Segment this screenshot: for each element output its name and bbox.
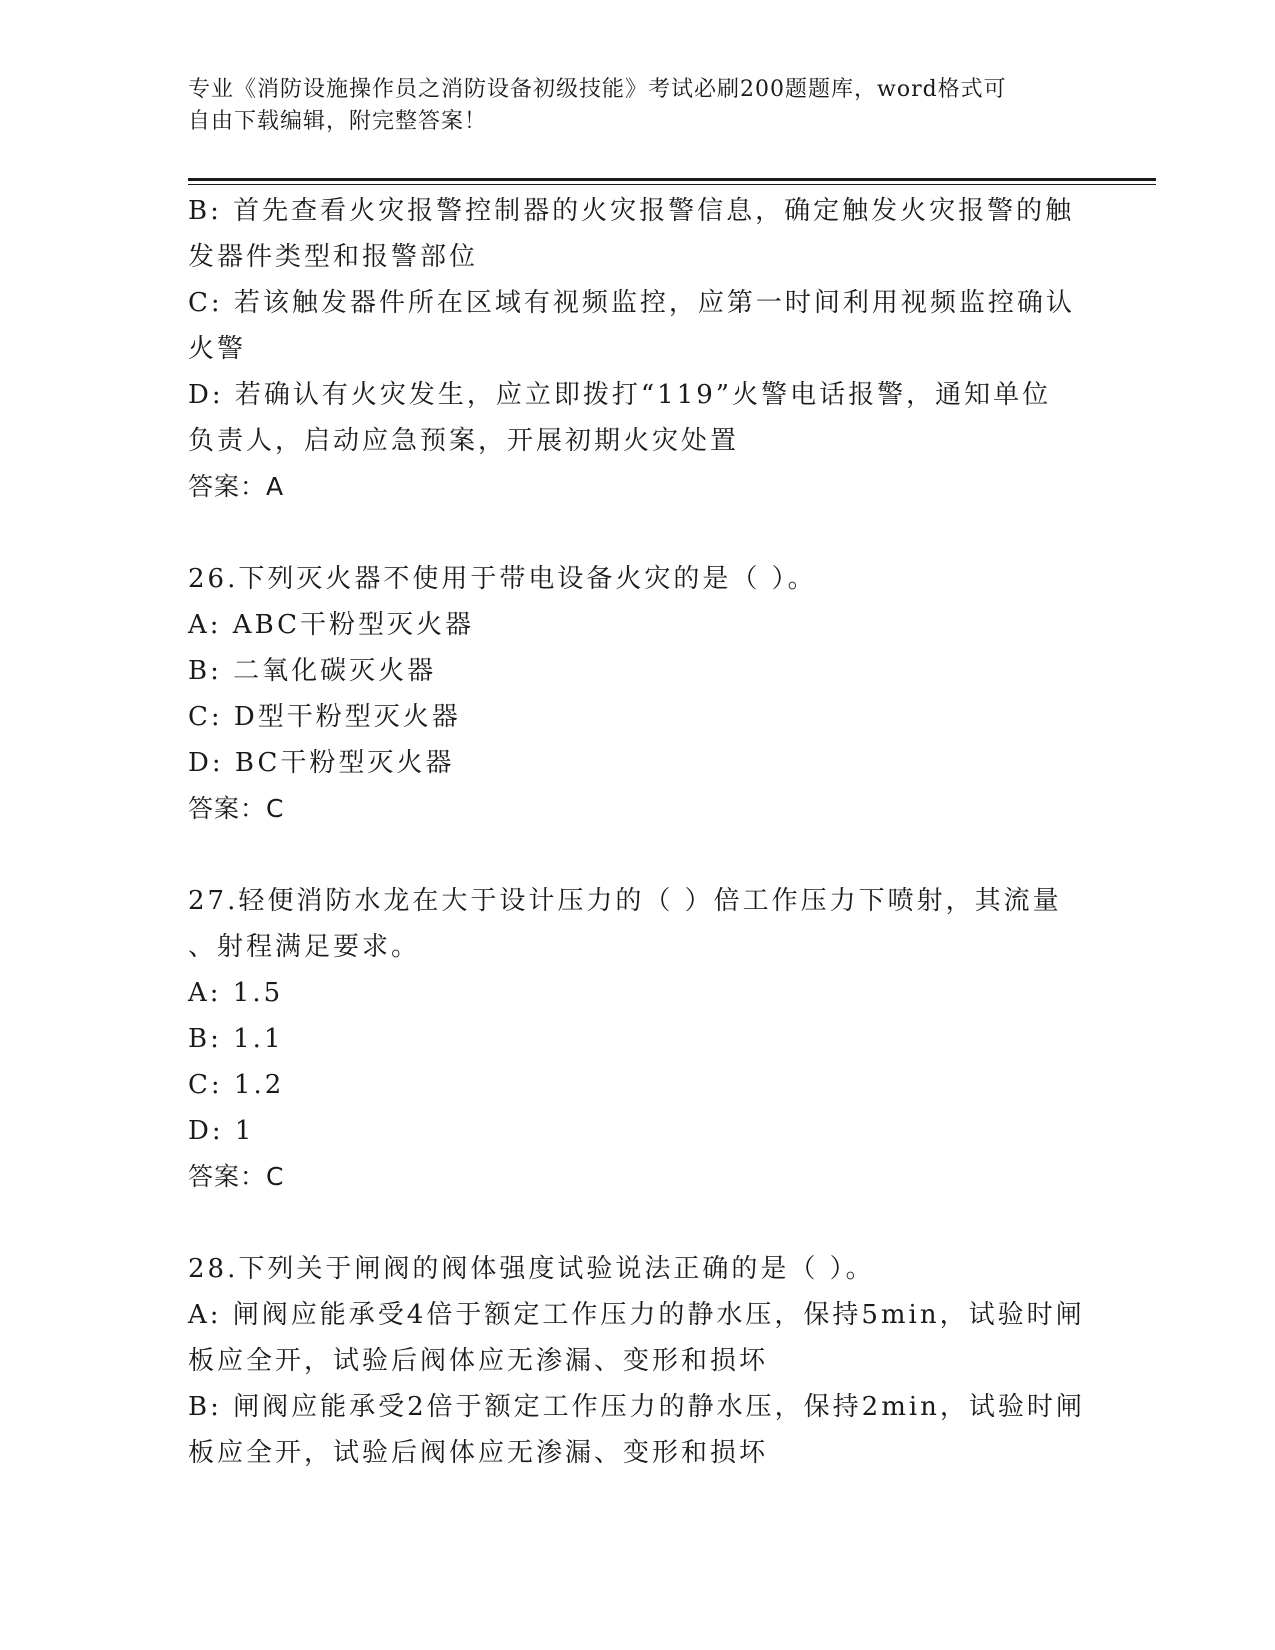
question-text-line-2: 、射程满足要求。 [188, 932, 421, 962]
question-28 [188, 1246, 1088, 1476]
option-a: A: 1.5 [188, 978, 284, 1008]
option-b-line-2: 板应全开，试验后阀体应无渗漏、变形和损坏 [188, 1438, 769, 1468]
answer: 答案：A [188, 472, 285, 501]
option-a-line-1: A: 闸阀应能承受4倍于额定工作压力的静水压，保持5min，试验时闸 [188, 1300, 1085, 1330]
option-c-line-2: 火警 [188, 334, 247, 364]
spacer [188, 510, 1088, 556]
header-line-1: 专业《消防设施操作员之消防设备初级技能》考试必刷200题题库，word格式可 [188, 77, 1007, 102]
header-line-2: 自由下载编辑，附完整答案！ [188, 109, 488, 134]
option-d-line-2: 负责人，启动应急预案，开展初期火灾处置 [188, 426, 740, 456]
option-c: C: 1.2 [188, 1070, 285, 1100]
option-b: B: 1.1 [188, 1024, 284, 1054]
option-c-line-1: C: 若该触发器件所在区域有视频监控，应第一时间利用视频监控确认 [188, 288, 1075, 318]
question-27 [188, 878, 1088, 1200]
question-text: 26.下列灭火器不使用于带电设备火灾的是（ ）。 [188, 564, 817, 594]
spacer [188, 1200, 1088, 1246]
option-b-line-2: 发器件类型和报警部位 [188, 242, 479, 272]
header-divider-thick [188, 178, 1156, 181]
question-text: 28.下列关于闸阀的阀体强度试验说法正确的是（ ）。 [188, 1254, 875, 1284]
option-a-line-2: 板应全开，试验后阀体应无渗漏、变形和损坏 [188, 1346, 769, 1376]
question-26 [188, 556, 1088, 832]
answer: 答案：C [188, 1162, 285, 1191]
option-d: D: BC干粉型灭火器 [188, 748, 455, 778]
option-b-line-1: B: 首先查看火灾报警控制器的火灾报警信息，确定触发火灾报警的触 [188, 196, 1075, 226]
option-d: D: 1 [188, 1116, 255, 1146]
option-c: C: D型干粉型灭火器 [188, 702, 461, 732]
question-text-line-1: 27.轻便消防水龙在大于设计压力的（ ）倍工作压力下喷射，其流量 [188, 886, 1062, 916]
header-divider-thin [188, 184, 1156, 185]
document-header [188, 74, 1088, 138]
document-body [188, 188, 1088, 1476]
option-a: A: ABC干粉型灭火器 [188, 610, 475, 640]
option-d-line-1: D: 若确认有火灾发生，应立即拨打“119”火警电话报警，通知单位 [188, 380, 1052, 410]
option-b-line-1: B: 闸阀应能承受2倍于额定工作压力的静水压，保持2min，试验时闸 [188, 1392, 1085, 1422]
option-b: B: 二氧化碳灭火器 [188, 656, 437, 686]
spacer [188, 832, 1088, 878]
question-25-continued [188, 188, 1088, 510]
answer: 答案：C [188, 794, 285, 823]
